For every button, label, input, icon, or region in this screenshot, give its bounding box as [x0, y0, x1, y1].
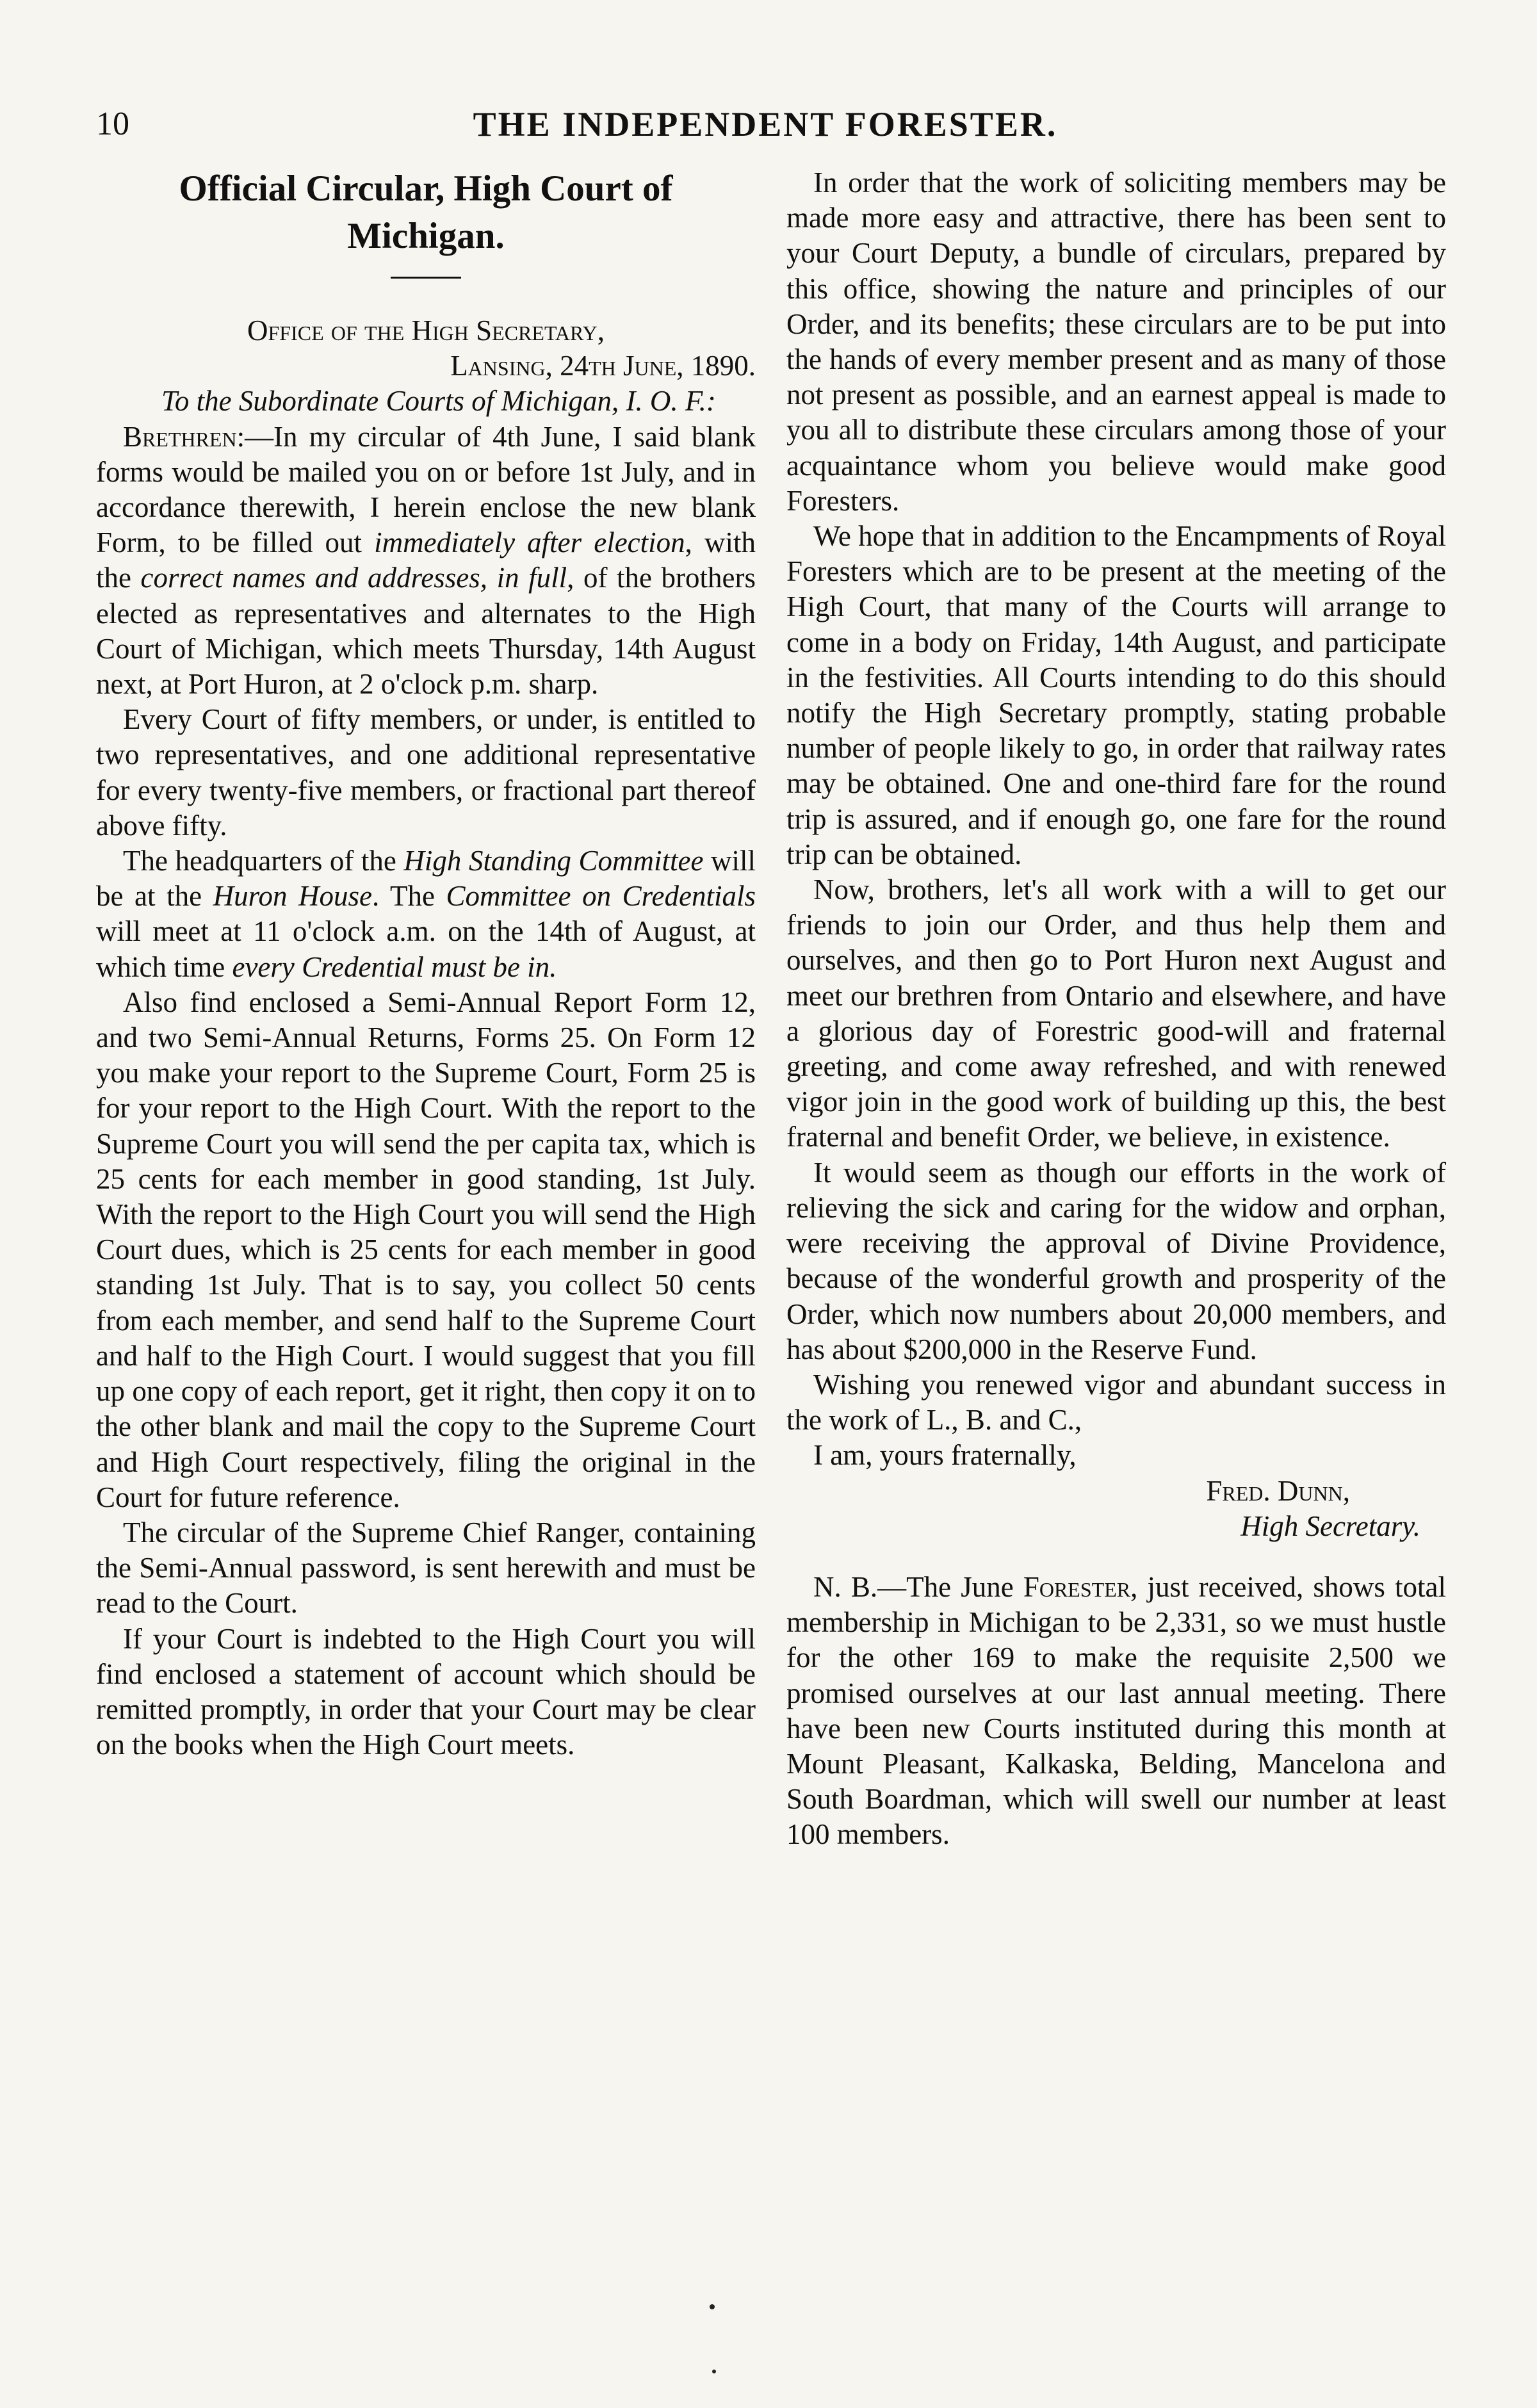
paragraph-circulars: In order that the work of soliciting members may be made more easy and attractive, there has been sent to your Court Deputy, a bundle of circulars, prepared by this office, showing the nature and principles of our Order, and its benefits; these circulars are to be put into the hands of every member present and as many of those not present as possible, and an earnest appeal is made to you all to distribute these circulars among those of your acquaintance whom you believe would make good Foresters.	[786, 167, 1446, 517]
text-run: , with the	[96, 526, 756, 594]
text-run: The headquarters of the	[123, 845, 404, 877]
paragraph-representatives: Every Court of fifty members, or under, is entitled to two representatives, and one additional representative for every twenty-five members, or fractional part thereof above fifty.	[96, 703, 756, 842]
emphasis: Huron House	[213, 880, 373, 913]
left-column	[96, 165, 756, 1762]
emphasis: immediately after election	[374, 526, 685, 559]
brethren-lead: Brethren	[123, 420, 237, 453]
office-line: Office of the High Secretary,	[247, 314, 605, 346]
text-run: , just received, shows total membership in Michigan to be 2,331, so we must hustle for the other 169 to make the requisite 2,500 we promised ourselves at our last annual meeting. There have been new Courts instituted during this month at Mount Pleasant, Kalkaska, Belding, Mancelona and South Boardman, which will swell our number at least 100 members.	[786, 1570, 1446, 1851]
ink-speck	[712, 2370, 716, 2373]
signature: Fred. Dunn,	[1206, 1474, 1350, 1507]
paragraph-headquarters	[96, 843, 756, 985]
closing-line: I am, yours fraternally,	[813, 1439, 1077, 1472]
dateline: Lansing, 24th June, 1890.	[450, 350, 756, 382]
emphasis: every Credential must be in.	[232, 950, 557, 983]
emphasis: High Standing Committee	[403, 845, 704, 877]
text-run: will be at the	[96, 845, 756, 913]
paragraph-indebted: If your Court is indebted to the High Court you will find enclosed a statement of account which should be remitted promptly, in order that your Court may be clear on the books when the High Court meets.	[96, 1622, 756, 1761]
right-column	[786, 165, 1446, 1853]
emphasis: Committee on Credentials	[446, 880, 756, 913]
paragraph-encampments: We hope that in addition to the Encampments of Royal Foresters which are to be present at the meeting of the High Court, that many of the Courts will arrange to come in a body on Friday, 14th August, and participate in the festivities. All Courts intending to do this should notify the High Secretary promptly, stating probable number of people likely to go, in order that railway rates may be obtained. One and one-third fare for the round trip is assured, and if enough go, one fare for the round trip can be obtained.	[786, 520, 1446, 870]
paragraph-providence: It would seem as though our efforts in the work of relieving the sick and caring for the widow and orphan, were receiving the approval of Divine Providence, because of the wonderful growth and prosperity of the Order, which now numbers about 20,000 members, and has about $200,000 in the Reserve Fund.	[786, 1156, 1446, 1365]
running-title: THE INDEPENDENT FORESTER.	[473, 105, 1058, 143]
letter-closing	[786, 1438, 1446, 1544]
paragraph-reports: Also find enclosed a Semi-Annual Report Form 12, and two Semi-Annual Returns, Forms 25. On Form 12 you make your report to the Supreme Court, Form 25 is for your report to the High Court. With the report to the Supreme Court you will send the per capita tax, which is 25 cents for each member in good standing, 1st July. With the report to the High Court you will send the High Court dues, which is 25 cents for each member in good standing 1st July. That is to say, you collect 50 cents from each member, and send half to the Supreme Court and half to the High Court. I would suggest that you fill up one copy of each report, get it right, then copy it on to the other blank and mail the copy to the Supreme Court and High Court respectively, filing the original in the Court for future reference.	[96, 986, 756, 1513]
ink-speck	[710, 2304, 715, 2309]
text-run: will meet at 11 o'clock a.m. on the 14th of August, at which time	[96, 915, 756, 983]
paragraph-wishing: Wishing you renewed vigor and abundant success in the work of L., B. and C.,	[786, 1368, 1446, 1436]
paragraph-brothers: Now, brothers, let's all work with a will to get our friends to join our Order, and thus help them and ourselves, and then go to Port Huron next August and meet our brethren from Ontario and elsewhere, and have a glorious day of Forestric good-will and fraternal greeting, and come away refreshed, and with renewed vigor join in the good work of building up this, the best fraternal and benefit Order, we believe, in existence.	[786, 874, 1446, 1153]
text-run: , of the brothers elected as representatives and alternates to the High Court of Michigan, which meets Thursday, 14th August next, at Port Huron, at 2 o'clock p.m. sharp.	[96, 562, 756, 701]
text-run: . The	[372, 880, 446, 913]
title-rule	[391, 277, 461, 279]
text-run: :—In my circular of 4th June, I said blank forms would be mailed you on or before 1st July, and in accordance therewith, I herein enclose the new blank Form, to be filled out	[96, 420, 756, 559]
article-title: Official Circular, High Court of Michigan.	[179, 168, 673, 256]
salutation-address: To the Subordinate Courts of Michigan, I. O. F.:	[161, 385, 716, 418]
signature-title: High Secretary.	[1240, 1509, 1420, 1542]
page-number: 10	[96, 106, 129, 142]
text-run: N. B.—The June	[813, 1570, 1023, 1603]
emphasis: correct names and addresses, in full	[140, 562, 567, 594]
page-header	[96, 101, 1435, 152]
small-caps-run: Forester	[1023, 1570, 1131, 1603]
paragraph-password: The circular of the Supreme Chief Ranger, containing the Semi-Annual password, is sent herewith and must be read to the Court.	[96, 1516, 756, 1620]
paragraph-nota-bene	[786, 1570, 1446, 1853]
paragraph-brethren	[96, 419, 756, 703]
